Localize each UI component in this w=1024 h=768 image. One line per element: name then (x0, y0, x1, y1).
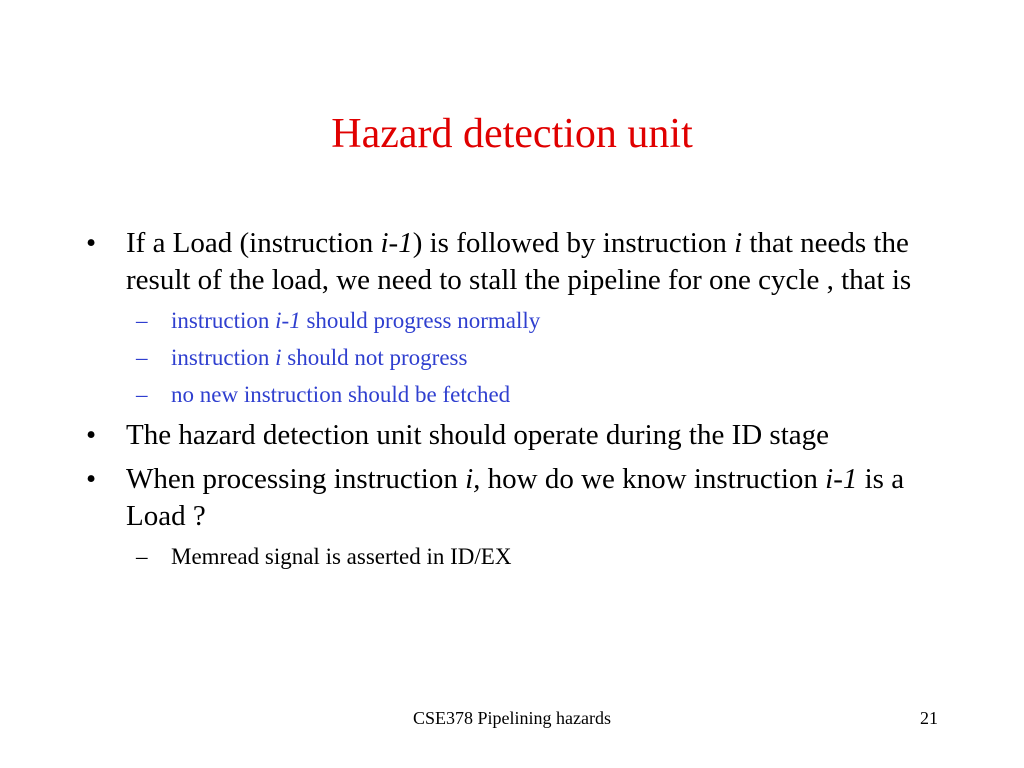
sub-bullet-memread (80, 542, 950, 572)
sub-bullet-no-fetch (80, 380, 950, 410)
sub-bullet-not-progress (80, 343, 950, 373)
sub-bullet-mark: – (136, 345, 148, 370)
sub-bullet-mark: – (136, 544, 148, 569)
page-number: 21 (920, 708, 938, 728)
sub-bullet-text: no new instruction should be fetched (171, 382, 511, 407)
bullet-text: is a Load ? (126, 463, 905, 532)
bullet-text: When processing instruction (126, 463, 466, 495)
sub-bullet-text: Memread signal is asserted in ID/EX (171, 544, 512, 569)
bullet-text: If a Load (instruction (126, 227, 381, 259)
sub-bullet-text: instruction (171, 345, 276, 370)
slide-body (80, 225, 950, 579)
bullet-how-know-load (80, 461, 950, 535)
bullet-text: The hazard detection unit should operate during the ID stage (126, 419, 830, 451)
sub-bullet-text: should not progress (281, 345, 468, 370)
sub-bullet-mark: – (136, 308, 148, 333)
slide-footer: CSE378 Pipelining hazards (413, 708, 611, 728)
sub-bullet-text: instruction (171, 308, 276, 333)
sub-bullet-progress-normally (80, 306, 950, 336)
sub-bullet-mark: – (136, 382, 148, 407)
bullet-text: that needs the result of the load, we need to stall the pipeline for one cycle , that is (126, 227, 912, 296)
sub-bullet-text: should progress normally (300, 308, 541, 333)
bullet-mark: • (86, 419, 97, 451)
sub-bullet-text-italic: i-1 (275, 308, 301, 333)
bullet-mark: • (86, 463, 97, 495)
bullet-load-stall (80, 225, 950, 299)
bullet-mark: • (86, 227, 97, 259)
sub-bullet-text-italic: i (275, 345, 282, 370)
bullet-text: how do we know instruction (480, 463, 826, 495)
bullet-text-italic: i-1 (825, 463, 858, 495)
slide-title: Hazard detection unit (331, 111, 693, 157)
bullet-text-italic: i (734, 227, 743, 259)
bullet-text-italic: i, (465, 463, 481, 495)
bullet-text: ) is followed by instruction (412, 227, 735, 259)
bullet-id-stage (80, 417, 950, 454)
bullet-text-italic: i-1 (380, 227, 413, 259)
